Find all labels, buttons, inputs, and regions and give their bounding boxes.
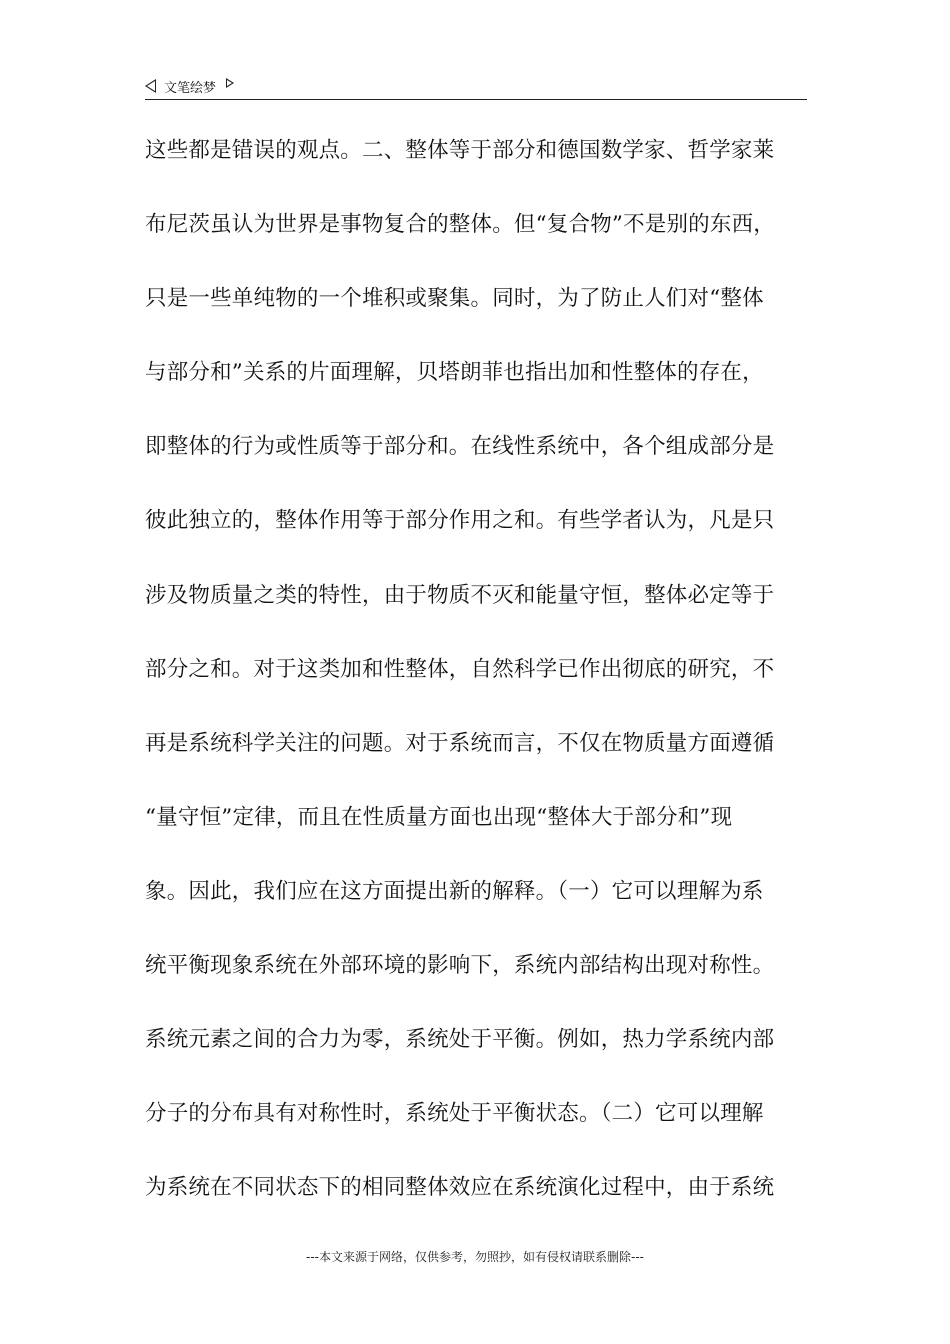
body-line: “量守恒”定律，而且在性质量方面也出现“整体大于部分和”现 xyxy=(145,804,733,830)
triangle-left-icon xyxy=(145,79,156,93)
body-line: 布尼茨虽认为世界是事物复合的整体。但“复合物”不是别的东西， xyxy=(145,212,775,238)
footer-notice: ---本文来源于网络，仅供参考，勿照抄，如有侵权请联系删除--- xyxy=(306,1250,644,1264)
body-line: 统平衡现象系统在外部环境的影响下，系统内部结构出现对称性。 xyxy=(145,953,775,979)
body-line: 即整体的行为或性质等于部分和。在线性系统中，各个组成部分是 xyxy=(145,434,775,460)
body-line: 与部分和”关系的片面理解，贝塔朗菲也指出加和性整体的存在， xyxy=(145,360,764,386)
triangle-right-icon xyxy=(226,78,234,88)
body-line: 这些都是错误的观点。二、整体等于部分和德国数学家、哲学家莱 xyxy=(145,138,775,163)
body-line: 为系统在不同状态下的相同整体效应在系统演化过程中，由于系统 xyxy=(145,1175,775,1201)
body-line: 只是一些单纯物的一个堆积或聚集。同时，为了防止人们对“整体 xyxy=(145,286,764,312)
page-header xyxy=(145,73,807,100)
document-body xyxy=(145,126,810,1237)
body-line: 分子的分布具有对称性时，系统处于平衡状态。（二）它可以理解 xyxy=(145,1101,764,1127)
body-line: 系统元素之间的合力为零，系统处于平衡。例如，热力学系统内部 xyxy=(145,1027,775,1053)
body-line: 再是系统科学关注的问题。对于系统而言，不仅在物质量方面遵循 xyxy=(145,730,775,756)
body-line: 象。因此，我们应在这方面提出新的解释。（一）它可以理解为系 xyxy=(145,878,764,904)
body-line: 涉及物质量之类的特性，由于物质不灭和能量守恒，整体必定等于 xyxy=(145,582,775,608)
body-line: 部分之和。对于这类加和性整体，自然科学已作出彻底的研究，不 xyxy=(145,656,775,682)
header-title: 文笔绘梦 xyxy=(164,80,217,96)
body-line: 彼此独立的，整体作用等于部分作用之和。有些学者认为，凡是只 xyxy=(145,508,775,534)
